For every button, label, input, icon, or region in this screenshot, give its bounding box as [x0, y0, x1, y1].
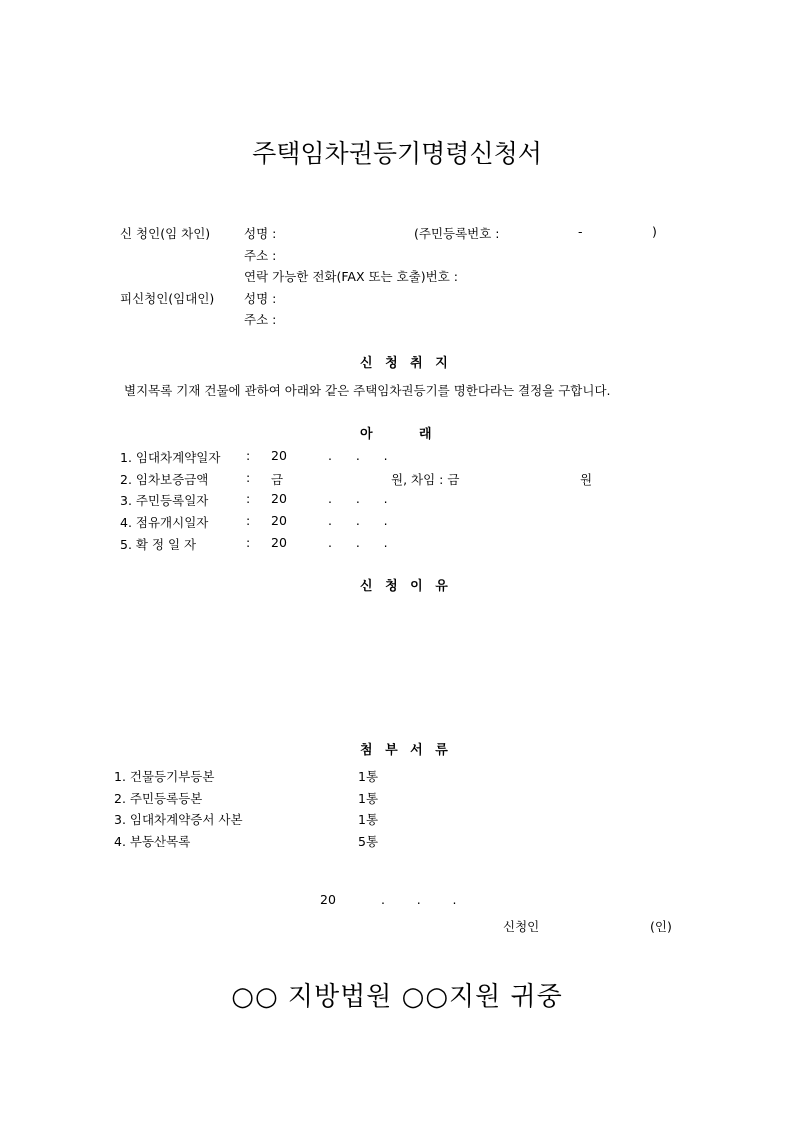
detail-item-dots: . . .: [328, 448, 388, 463]
detail-item-value: 금: [271, 472, 284, 487]
attachment-count: 1통: [358, 791, 379, 806]
applicant-name-label: 성명 :: [244, 226, 277, 241]
detail-item-colon: :: [246, 513, 251, 528]
detail-item-label: 2. 임차보증금액: [120, 472, 209, 487]
purpose-heading: 신 청 취 지: [360, 356, 452, 371]
detail-item-colon: :: [246, 535, 251, 550]
detail-item-mid: 원, 차임 : 금: [391, 472, 460, 487]
detail-item-label: 4. 점유개시일자: [120, 515, 209, 530]
detail-item-value: 20: [271, 491, 287, 506]
detail-item-colon: :: [246, 491, 251, 506]
attachment-count: 5통: [358, 834, 379, 849]
details-heading-b: 래: [419, 427, 436, 442]
details-heading-a: 아: [360, 427, 377, 442]
applicant-phone-label: 연락 가능한 전화(FAX 또는 호출)번호 :: [244, 269, 458, 284]
document-title: 주택임차권등기명령신청서: [252, 139, 542, 168]
detail-item-value: 20: [271, 513, 287, 528]
signature-seal: (인): [650, 919, 672, 934]
detail-item-dots: . . .: [328, 513, 388, 528]
attachment-name: 3. 임대차계약증서 사본: [114, 812, 243, 827]
applicant-rrn-dash: -: [578, 224, 583, 239]
applicant-rrn-close: ): [652, 224, 657, 239]
attachment-name: 4. 부동산목록: [114, 834, 191, 849]
detail-item-label: 3. 주민등록일자: [120, 493, 209, 508]
detail-item-colon: :: [246, 470, 251, 485]
attachment-count: 1통: [358, 812, 379, 827]
applicant-label: 신 청인(임 차인): [120, 226, 211, 241]
detail-item-colon: :: [246, 448, 251, 463]
court-addressee: ○○ 지방법원 ○○지원 귀중: [231, 982, 563, 1012]
purpose-text: 별지목록 기재 건물에 관하여 아래와 같은 주택임차권등기를 명한다라는 결정을 구합니다.: [124, 383, 611, 398]
attachment-count: 1통: [358, 769, 379, 784]
applicant-rrn-label: (주민등록번호 :: [414, 226, 500, 241]
respondent-label: 피신청인(임대인): [120, 291, 215, 306]
respondent-address-label: 주소 :: [244, 312, 277, 327]
detail-item-label: 1. 임대차계약일자: [120, 450, 221, 465]
applicant-address-label: 주소 :: [244, 248, 277, 263]
detail-item-end: 원: [580, 472, 593, 487]
reason-heading: 신 청 이 유: [360, 579, 452, 594]
date-dots: . . .: [381, 892, 457, 907]
respondent-name-label: 성명 :: [244, 291, 277, 306]
date-year: 20: [320, 892, 336, 907]
detail-item-dots: . . .: [328, 491, 388, 506]
signature-label: 신청인: [503, 919, 540, 934]
detail-item-label: 5. 확 정 일 자: [120, 537, 197, 552]
attachment-name: 2. 주민등록등본: [114, 791, 203, 806]
attachment-name: 1. 건물등기부등본: [114, 769, 215, 784]
detail-item-dots: . . .: [328, 535, 388, 550]
detail-item-value: 20: [271, 448, 287, 463]
detail-item-value: 20: [271, 535, 287, 550]
attachments-heading: 첨 부 서 류: [360, 743, 452, 758]
